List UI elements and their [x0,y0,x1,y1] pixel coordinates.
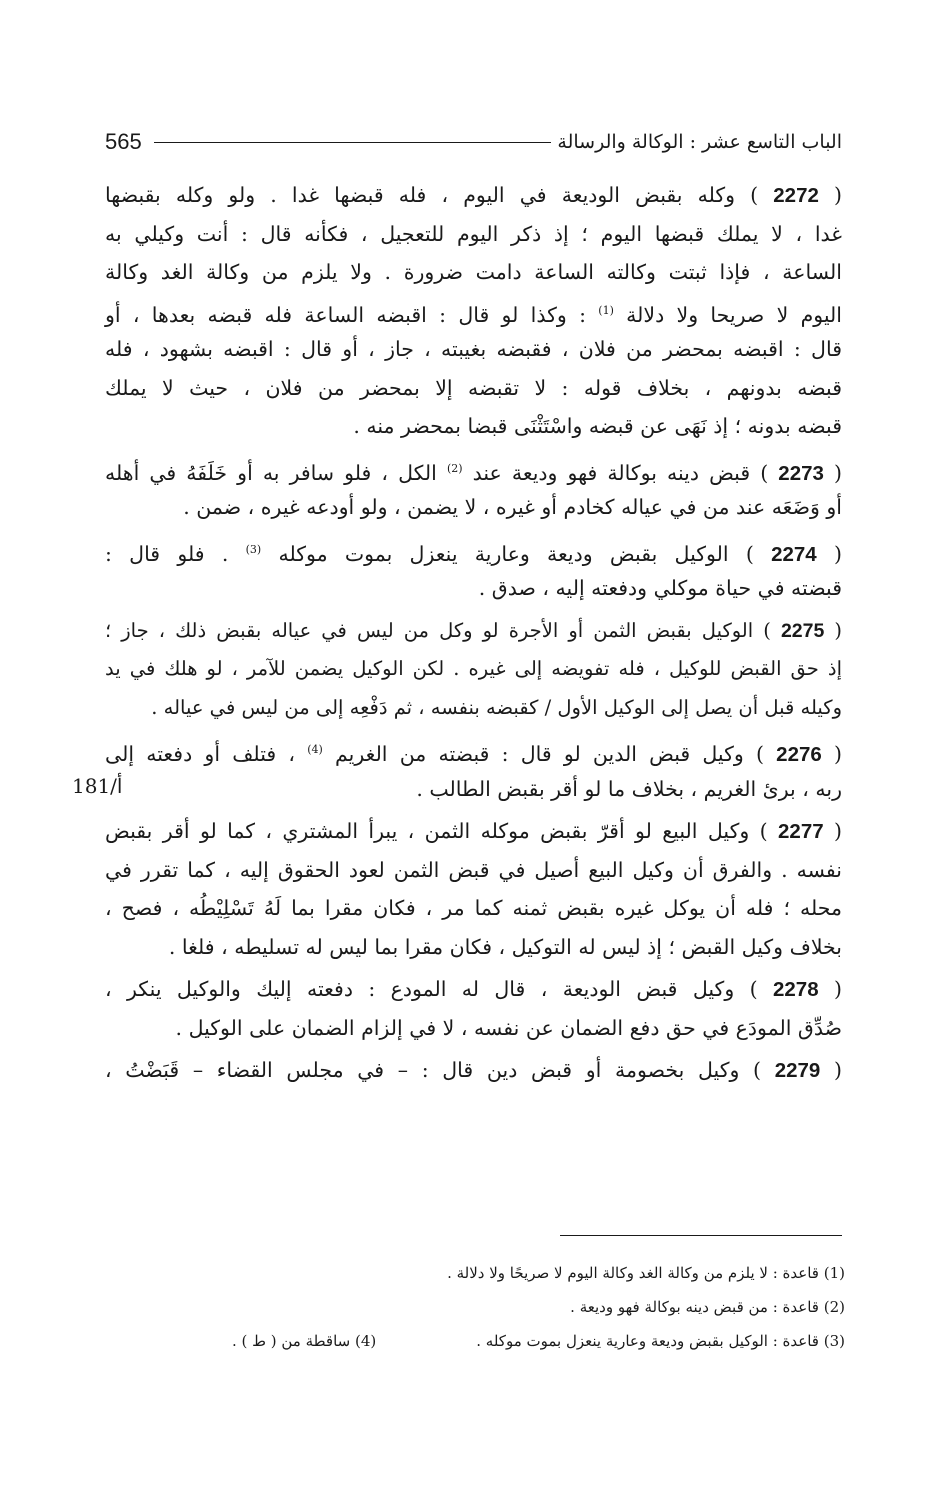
footnote-ref: (4) [307,743,323,756]
footnote-3: (3) قاعدة : الوكيل بقبض وديعة وعارية ينعزل بموت موكله . [476,1332,845,1350]
main-text [105,176,842,1094]
footnote-ref: (2) [446,461,463,475]
paragraph-2276: ( 2276 ) وكيل قبض الدين لو قال : قبضته من الغريم $^{(4)}$ ، فتلف أو دفعته إلى ربه ، برئ الغريم ، بخلاف ما لو أقر بقبض الطالب . [105,742,842,801]
paragraph-2277: ( 2277 ) وكيل البيع لو أقرّ بقبض موكله الثمن ، يبرأ المشتري ، كما لو أقر بقبض نفسه . والفرق أن وكيل البيع أصيل في قبض الثمن لعود الحقوق إليه ، كما تقرر في محله ؛ فله أن يوكل غيره بقبض ثمنه كما مر ، فكان مقرا بما لَهُ تَسْلِيْطُه ، فصح ، بخلاف وكيل القبض ؛ إذ ليس له التوكيل ، فكان مقرا بما ليس له تسليطه ، فلغا . [105,819,843,959]
footnote-ref: (1) [598,303,614,317]
footnote-4: (4) ساقطة من ( ط ) . [231,1332,377,1350]
header-rule [154,142,552,143]
footnote-ref: (3) [245,542,262,556]
paragraph-2275: ( 2275 ) الوكيل بقبض الثمن أو الأجرة لو وكل من ليس في عياله بقبض ذلك ، جاز ؛ إذ حق القبض للوكيل ، فله تفويضه إلى غيره . لكن الوكيل يضمن للآمر ، لو هلك في يد وكيله قبل أن يصل إلى الوكيل الأول / كقبضه بنفسه ، ثم دَفْعِه إلى من ليس في عياله . [105,618,843,719]
paragraph-2272: ( 2272 ) وكله بقبض الوديعة في اليوم ، فله قبضها غدا . ولو وكله بقبضها غدا ، لا يملك قبضها اليوم ؛ إذ ذكر اليوم للتعجيل ، فكأنه قال : أنت وكيلي به الساعة ، فإذا ثبتت وكالته الساعة دامت ضرورة . ولا يلزم من وكالة الغد وكالة اليوم لا صريحا ولا دلالة $^{(1)}$ : وكذا لو قال : اقبضه الساعة فله قبضه بعدها ، أو قال : اقبضه بمحضر من فلان ، فقبضه بغيبته ، جاز ، أو قال : اقبضه بشهود ، فله قبضه بدونهم ، بخلاف قوله : لا تقبضه إلا بمحضر من فلان ، حيث لا يملك قبضه بدونه ؛ إذ نَهَى عن قبضه واسْتَثْنَى قبضا بمحضر منه . [105,183,842,438]
paragraph-2278: ( 2278 ) وكيل قبض الوديعة ، قال له المودع : دفعته إليك والوكيل ينكر ، صُدِّق المودَع في حق دفع الضمان عن نفسه ، لا في إلزام الضمان على الوكيل . [105,977,842,1040]
article-number: 2273 [778,461,824,485]
running-header [105,122,842,162]
paragraph-2279: ( 2279 ) وكيل بخصومة أو قبض دين قال : – في مجلس القضاء – قَبَضْتُ ، [105,1058,842,1082]
article-number: 2278 [773,978,819,1001]
article-number: 2276 [776,743,822,766]
page-number: 565 [105,129,142,154]
article-number: 2279 [774,1059,821,1082]
footnote-1: (1) قاعدة : لا يلزم من وكالة الغد وكالة اليوم لا صريحًا ولا دلالة . [447,1264,845,1282]
paragraph-2273: ( 2273 ) قبض دينه بوكالة فهو وديعة عند $^{(2)}$ الكل ، فلو سافر به أو خَلَفَهُ في أهله أو وَضَعَه عند من في عياله كخادم أو غيره ، لا يضمن ، ولو أودعه غيره ، ضمن . [105,460,842,519]
article-number: 2274 [771,542,817,566]
footnotes [105,1256,845,1358]
paragraph-2274: ( 2274 ) الوكيل بقبض وديعة وعارية ينعزل بموت موكله $^{(3)}$ . فلو قال : قبضته في حياة موكلي ودفعته إليه ، صدق . [105,541,842,600]
running-title: الباب التاسع عشر : الوكالة والرسالة [557,131,842,153]
margin-folio-note: 181/أ [72,774,123,798]
article-number: 2277 [778,820,824,843]
article-number: 2275 [780,619,825,642]
footnote-rule [560,1235,842,1236]
footnote-2: (2) قاعدة : من قبض دينه بوكالة فهو وديعة . [570,1298,845,1316]
article-number: 2272 [773,184,819,207]
